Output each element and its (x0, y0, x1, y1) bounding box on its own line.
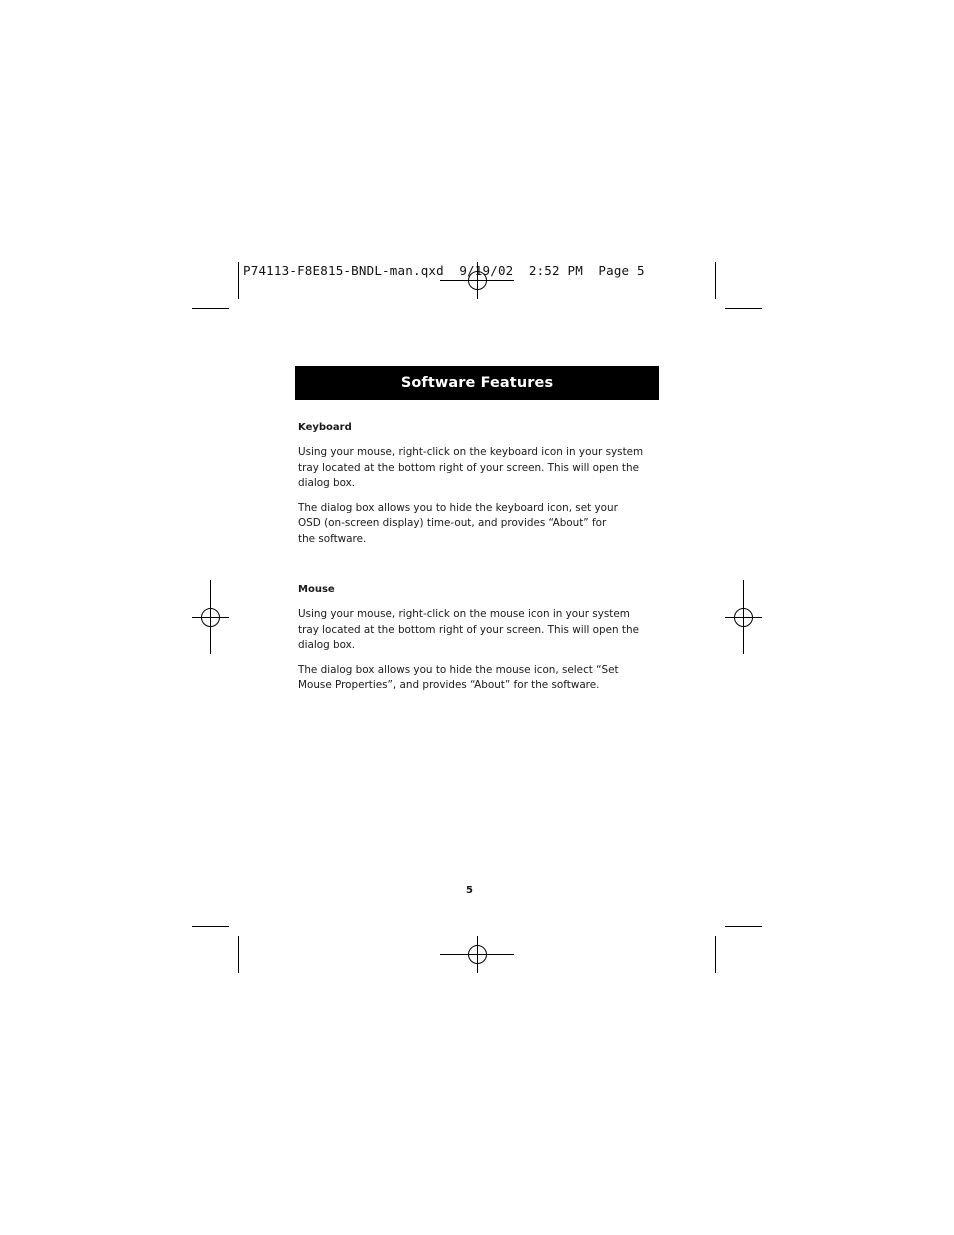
keyboard-section (298, 420, 648, 556)
page-number: 5 (466, 885, 473, 896)
text-line: The dialog box allows you to hide the keyboard icon, set your (298, 501, 618, 514)
text-line: The dialog box allows you to hide the mouse icon, select “Set (298, 663, 619, 676)
text-line: Using your mouse, right-click on the mouse icon in your system (298, 608, 630, 620)
text-line: Using your mouse, right-click on the keyboard icon in your system (298, 446, 644, 458)
registration-mark-right (725, 580, 762, 654)
print-slug-line: P74113-F8E815-BNDL-man.qxd 9/19/02 2:52 PM Page 5 (243, 263, 645, 278)
registration-mark-left (192, 580, 229, 654)
registration-mark-bottom (440, 936, 514, 973)
text-line: dialog box. (298, 477, 356, 489)
text-line: tray located at the bottom right of your screen. This will open the (298, 623, 639, 636)
text-line: OSD (on-screen display) time-out, and provides “About” for (298, 517, 607, 529)
text-line: the software. (298, 532, 367, 545)
banner-title: Software Features (400, 375, 554, 391)
keyboard-heading: Keyboard (298, 422, 352, 433)
text-line: tray located at the bottom right of your screen. This will open the (298, 461, 639, 474)
text-line: dialog box. (298, 639, 356, 651)
keyboard-paragraph-2 (298, 501, 648, 548)
mouse-heading: Mouse (298, 584, 335, 595)
mouse-section (298, 582, 648, 703)
section-banner (295, 366, 659, 400)
keyboard-paragraph-1 (298, 445, 648, 492)
mouse-paragraph-1 (298, 607, 648, 654)
text-line: Mouse Properties”, and provides “About” for the software. (298, 679, 600, 691)
mouse-paragraph-2 (298, 663, 648, 694)
